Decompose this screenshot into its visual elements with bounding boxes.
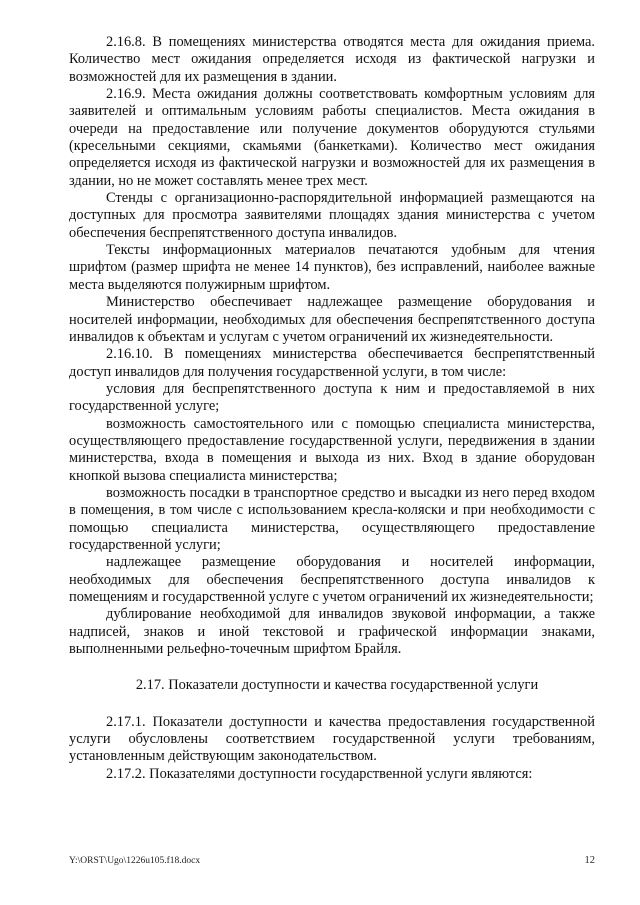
list-item-movement: возможность самостоятельного или с помощью специалиста министерства, осуществляющего предоставление государственной услуги, передвижения в здании министерства, входа в помещения и выхода из них. Вход в здание оборудован кнопкой вызова специалиста министерства; — [69, 415, 595, 484]
document-page — [69, 34, 595, 783]
list-item-placement: надлежащее размещение оборудования и носителей информации, необходимых для обеспечения беспрепятственного доступа инвалидов к помещениям и государственной услуге с учетом ограничений их жизнедеятельности; — [69, 554, 595, 605]
paragraph-2-17-2: 2.17.2. Показателями доступности государственной услуги являются: — [106, 765, 533, 782]
paragraph-info-materials: Тексты информационных материалов печатаются удобным для чтения шрифтом (размер шрифта не менее 14 пунктов), без исправлений, наиболее важные места выделяются полужирным шрифтом. — [69, 242, 595, 293]
list-item-conditions: условия для беспрепятственного доступа к ним и предоставляемой в них государственной услуге; — [69, 380, 595, 415]
footer-file-path: Y:\ORST\Ugo\1226u105.f18.docx — [69, 856, 201, 866]
paragraph-2-16-9: 2.16.9. Места ожидания должны соответствовать комфортным условиям для заявителей и оптимальным условиям работы специалистов. Места ожидания в очереди на предоставление или получение документов оборудуются стульями (кресельными секциями, скамьями (банкетками). Количество мест ожидания определяется исходя из фактической нагрузки и возможностей для их размещения в здании, но не может составлять менее трех мест. — [69, 86, 595, 189]
paragraph-2-17-1: 2.17.1. Показатели доступности и качества предоставления государственной услуги обусловлены соответствием государственной услуги требованиям, установленным действующим законодательством. — [69, 713, 595, 765]
paragraph-equipment: Министерство обеспечивает надлежащее размещение оборудования и носителей информации, необходимых для обеспечения беспрепятственного доступа инвалидов к объектам и услугам с учетом ограничений их жизнедеятельности. — [69, 294, 595, 345]
paragraph-2-16-10: 2.16.10. В помещениях министерства обеспечивается беспрепятственный доступ инвалидов для получения государственной услуги, в том числе: — [69, 346, 595, 380]
paragraph-stands: Стенды с организационно-распорядительной информацией размещаются на доступных для просмотра заявителями площадях здания министерства с учетом обеспечения беспрепятственного доступа инвалидов. — [69, 190, 595, 241]
list-item-braille: дублирование необходимой для инвалидов звуковой информации, а также надписей, знаков и иной текстовой и графической информации знаками, выполненными рельефно-точечным шрифтом Брайля. — [69, 606, 595, 658]
paragraph-2-16-8: 2.16.8. В помещениях министерства отводятся места для ожидания приема. Количество мест ожидания определяется исходя из фактической нагрузки и возможностей для их размещения в здании. — [69, 34, 595, 85]
section-heading-2-17: 2.17. Показатели доступности и качества государственной услуги — [135, 677, 539, 694]
page-number: 12 — [584, 855, 595, 866]
list-item-transport: возможность посадки в транспортное средство и высадки из него перед входом в помещения, в том числе с использованием кресла-коляски и при необходимости с помощью специалиста министерства, осуществляющего предоставление государственной услуги; — [69, 484, 595, 553]
